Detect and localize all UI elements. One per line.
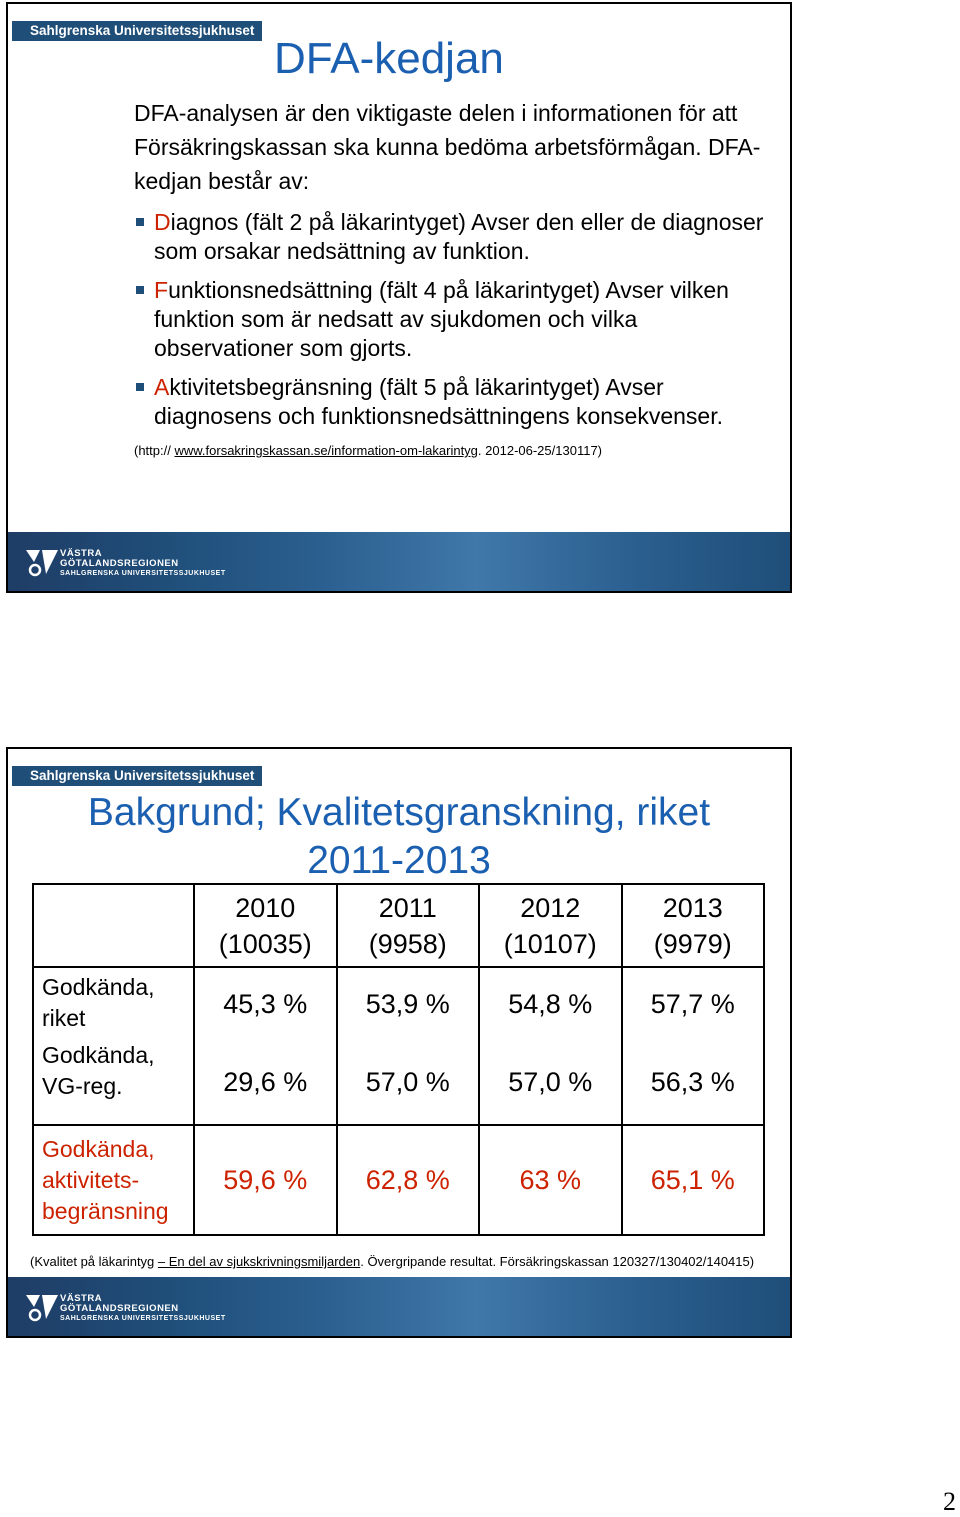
- header-count: (10035): [218, 928, 312, 959]
- value-cell: 65,1 %: [622, 1125, 765, 1235]
- header-cell-2012: [479, 884, 622, 967]
- source-citation: [30, 1254, 754, 1269]
- bullet-diagnos: [134, 208, 774, 266]
- value-cell: 29,6 %: [194, 1040, 337, 1125]
- bullet-aktivitetsbegransning: [134, 373, 774, 431]
- slide-title: [8, 789, 790, 885]
- source-prefix: (http://: [134, 443, 175, 458]
- dfa-bullet-list: [134, 208, 774, 431]
- slide-body: [134, 96, 774, 458]
- row-label: Godkända, aktivitets-begränsning: [33, 1125, 194, 1235]
- logo-line-3: SAHLGRENSKA UNIVERSITETSSJUKHUSET: [60, 570, 226, 577]
- bullet-initial: D: [154, 209, 171, 235]
- square-bullet-icon: [136, 383, 144, 391]
- table-row-aktivitetsbegransning: [33, 1125, 764, 1235]
- logo-line-3: SAHLGRENSKA UNIVERSITETSSJUKHUSET: [60, 1315, 226, 1322]
- square-bullet-icon: [136, 286, 144, 294]
- forsakringskassan-link[interactable]: www.forsakringskassan.se/information-om-lakarintyg: [174, 443, 478, 458]
- logo-line-1: VÄSTRA: [60, 548, 103, 559]
- header-year: 2011: [378, 892, 437, 923]
- value-cell: 57,0 %: [479, 1040, 622, 1125]
- vgr-logo-icon: [24, 1291, 60, 1323]
- slide-bakgrund: [6, 747, 792, 1338]
- source-prefix: (Kvalitet på läkarintyg: [30, 1254, 158, 1269]
- square-bullet-icon: [136, 218, 144, 226]
- value-cell: 62,8 %: [337, 1125, 480, 1235]
- value-cell: 45,3 %: [194, 967, 337, 1040]
- quality-review-table: [32, 883, 765, 1236]
- bullet-text: iagnos (fält 2 på läkarintyget) Avser den eller de diagnoser som orsakar nedsättning av funktion.: [154, 209, 764, 264]
- row-label: Godkända, VG-reg.: [33, 1040, 194, 1125]
- row-label: Godkända, riket: [33, 967, 194, 1040]
- bullet-initial: A: [154, 374, 170, 400]
- header-count: (9958): [368, 928, 447, 959]
- header-corner-cell: [33, 884, 194, 967]
- header-cell-2010: [194, 884, 337, 967]
- intro-paragraph: DFA-analysen är den viktigaste delen i informationen för att Försäkringskassan ska kunna bedöma arbetsförmågan. DFA-kedjan består av:: [134, 100, 761, 194]
- source-suffix: . Övergripande resultat. Försäkringskassan 120327/130402/140415): [360, 1254, 755, 1269]
- slide-title: DFA-kedjan: [274, 34, 504, 83]
- header-count: (10107): [503, 928, 597, 959]
- source-suffix: . 2012-06-25/130117): [477, 443, 602, 458]
- bullet-text: unktionsnedsättning (fält 4 på läkarintyget) Avser vilken funktion som är nedsatt av sjukdomen och vilka observationer som gjorts.: [154, 277, 729, 361]
- title-line-1: Bakgrund; Kvalitetsgranskning, riket: [87, 791, 711, 834]
- vgr-logo-text: [60, 549, 226, 578]
- header-cell-2013: [622, 884, 765, 967]
- page-number: 2: [943, 1487, 956, 1516]
- value-cell: 53,9 %: [337, 967, 480, 1040]
- logo-line-2: GÖTALANDSREGIONEN: [60, 1303, 179, 1314]
- header-cell-2011: [337, 884, 480, 967]
- footer-band: [8, 1277, 790, 1336]
- value-cell: 57,0 %: [337, 1040, 480, 1125]
- value-cell: 57,7 %: [622, 967, 765, 1040]
- bullet-initial: F: [154, 277, 169, 303]
- header-count: (9979): [653, 928, 732, 959]
- header-year: 2013: [662, 892, 723, 923]
- title-line-2: 2011-2013: [307, 839, 491, 882]
- value-cell: 63 %: [479, 1125, 622, 1235]
- header-year: 2012: [520, 892, 581, 923]
- logo-line-1: VÄSTRA: [60, 1293, 103, 1304]
- logo-line-2: GÖTALANDSREGIONEN: [60, 558, 179, 569]
- value-cell: 54,8 %: [479, 967, 622, 1040]
- value-cell: 56,3 %: [622, 1040, 765, 1125]
- bullet-funktionsnedsattning: [134, 276, 774, 363]
- source-title: – En del av sjukskrivningsmiljarden: [157, 1254, 361, 1269]
- bullet-text: ktivitetsbegränsning (fält 5 på läkarintyget) Avser diagnosens och funktionsnedsättningens konsekvenser.: [154, 374, 724, 429]
- table-row-riket: [33, 967, 764, 1040]
- hospital-tagline: Sahlgrenska Universitetssjukhuset: [12, 21, 262, 41]
- table-header-row: [33, 884, 764, 967]
- table-row-vg-reg: [33, 1040, 764, 1125]
- vgr-logo-text: [60, 1294, 226, 1323]
- source-citation: [134, 443, 774, 458]
- footer-band: [8, 532, 790, 591]
- vgr-logo-icon: [24, 546, 60, 578]
- value-cell: 59,6 %: [194, 1125, 337, 1235]
- slide-dfa-kedjan: [6, 2, 792, 593]
- header-year: 2010: [235, 892, 296, 923]
- hospital-tagline: Sahlgrenska Universitetssjukhuset: [12, 766, 262, 786]
